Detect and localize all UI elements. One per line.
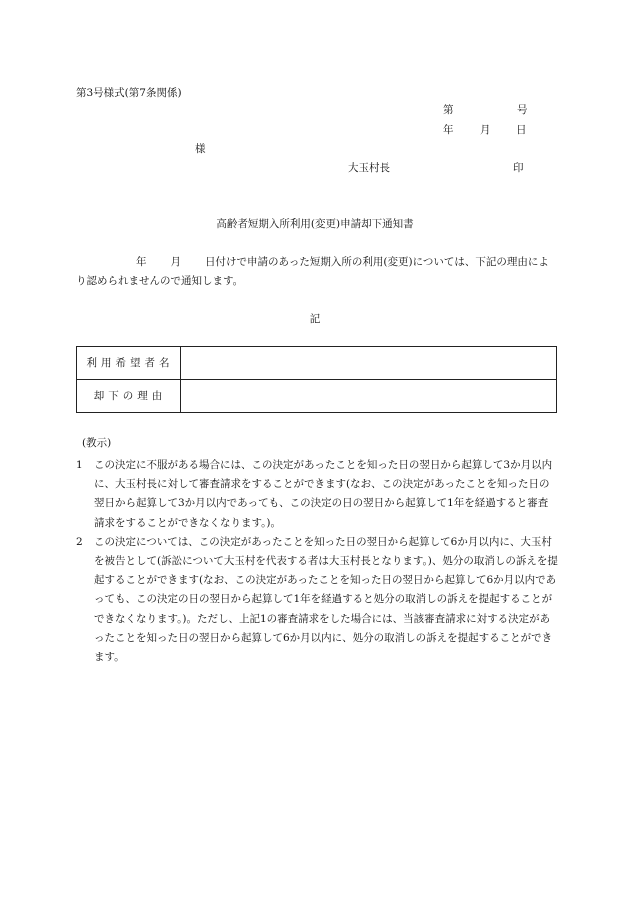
- date-day: 日: [516, 124, 527, 136]
- body-paragraph: [76, 253, 558, 291]
- applicant-name-value: [181, 347, 557, 380]
- instruction-heading: (教示): [82, 437, 112, 449]
- item-text: この決定については、この決定があったことを知った日の翌日から起算して6か月以内に、大玉村を被告として(訴訟について大玉村を代表する者は大玉村長となります。)、処分の取消しの訴えを提起することができます(なお、この決定があったことを知った日の翌日から起算して6か月以内であっても、この決定の日の翌日から起算して1年を経過すると処分の取消しの訴えを提起することができなくなります。)。ただし、上記1の審査請求をした場合には、当該審査請求に対する決定があったことを知った日の翌日から起算して6か月以内に、処分の取消しの訴えを提起することができます。: [94, 535, 558, 664]
- body-month: 月: [170, 256, 181, 268]
- info-table: [76, 346, 557, 413]
- list-item: [76, 456, 558, 533]
- number-suffix: 号: [517, 104, 528, 116]
- instruction-list: [76, 456, 558, 667]
- number-prefix: 第: [443, 104, 454, 116]
- item-number: 2: [76, 535, 83, 548]
- rejection-reason-label: 却下の理由: [77, 380, 181, 413]
- addressee-suffix: 様: [195, 143, 206, 155]
- list-item: [76, 533, 558, 667]
- document-title: 高齢者短期入所利用(変更)申請却下通知書: [216, 218, 414, 230]
- issuer-name: 大玉村長: [348, 162, 390, 174]
- applicant-name-label: 利用希望者名: [77, 347, 181, 380]
- ki-heading: 記: [309, 313, 321, 325]
- item-text: この決定に不服がある場合には、この決定があったことを知った日の翌日から起算して3か月以内に、大玉村長に対して審査請求をすることができます(なお、この決定があったことを知った日の翌日から起算して3か月以内であっても、この決定の日の翌日から起算して1年を経過すると審査請求をすることができなくなります。)。: [94, 459, 553, 529]
- body-year: 年: [136, 256, 147, 268]
- seal-mark: 印: [513, 162, 524, 174]
- table-row: [77, 380, 557, 413]
- body-text: 日付けで申請のあった短期入所の利用(変更)については、下記の理由により認められませんので通知します。: [76, 256, 549, 287]
- date-year: 年: [443, 124, 454, 136]
- rejection-reason-value: [181, 380, 557, 413]
- table-row: [77, 347, 557, 380]
- item-number: 1: [76, 459, 83, 471]
- date-month: 月: [480, 124, 491, 136]
- form-label: 第3号様式(第7条関係): [76, 87, 182, 99]
